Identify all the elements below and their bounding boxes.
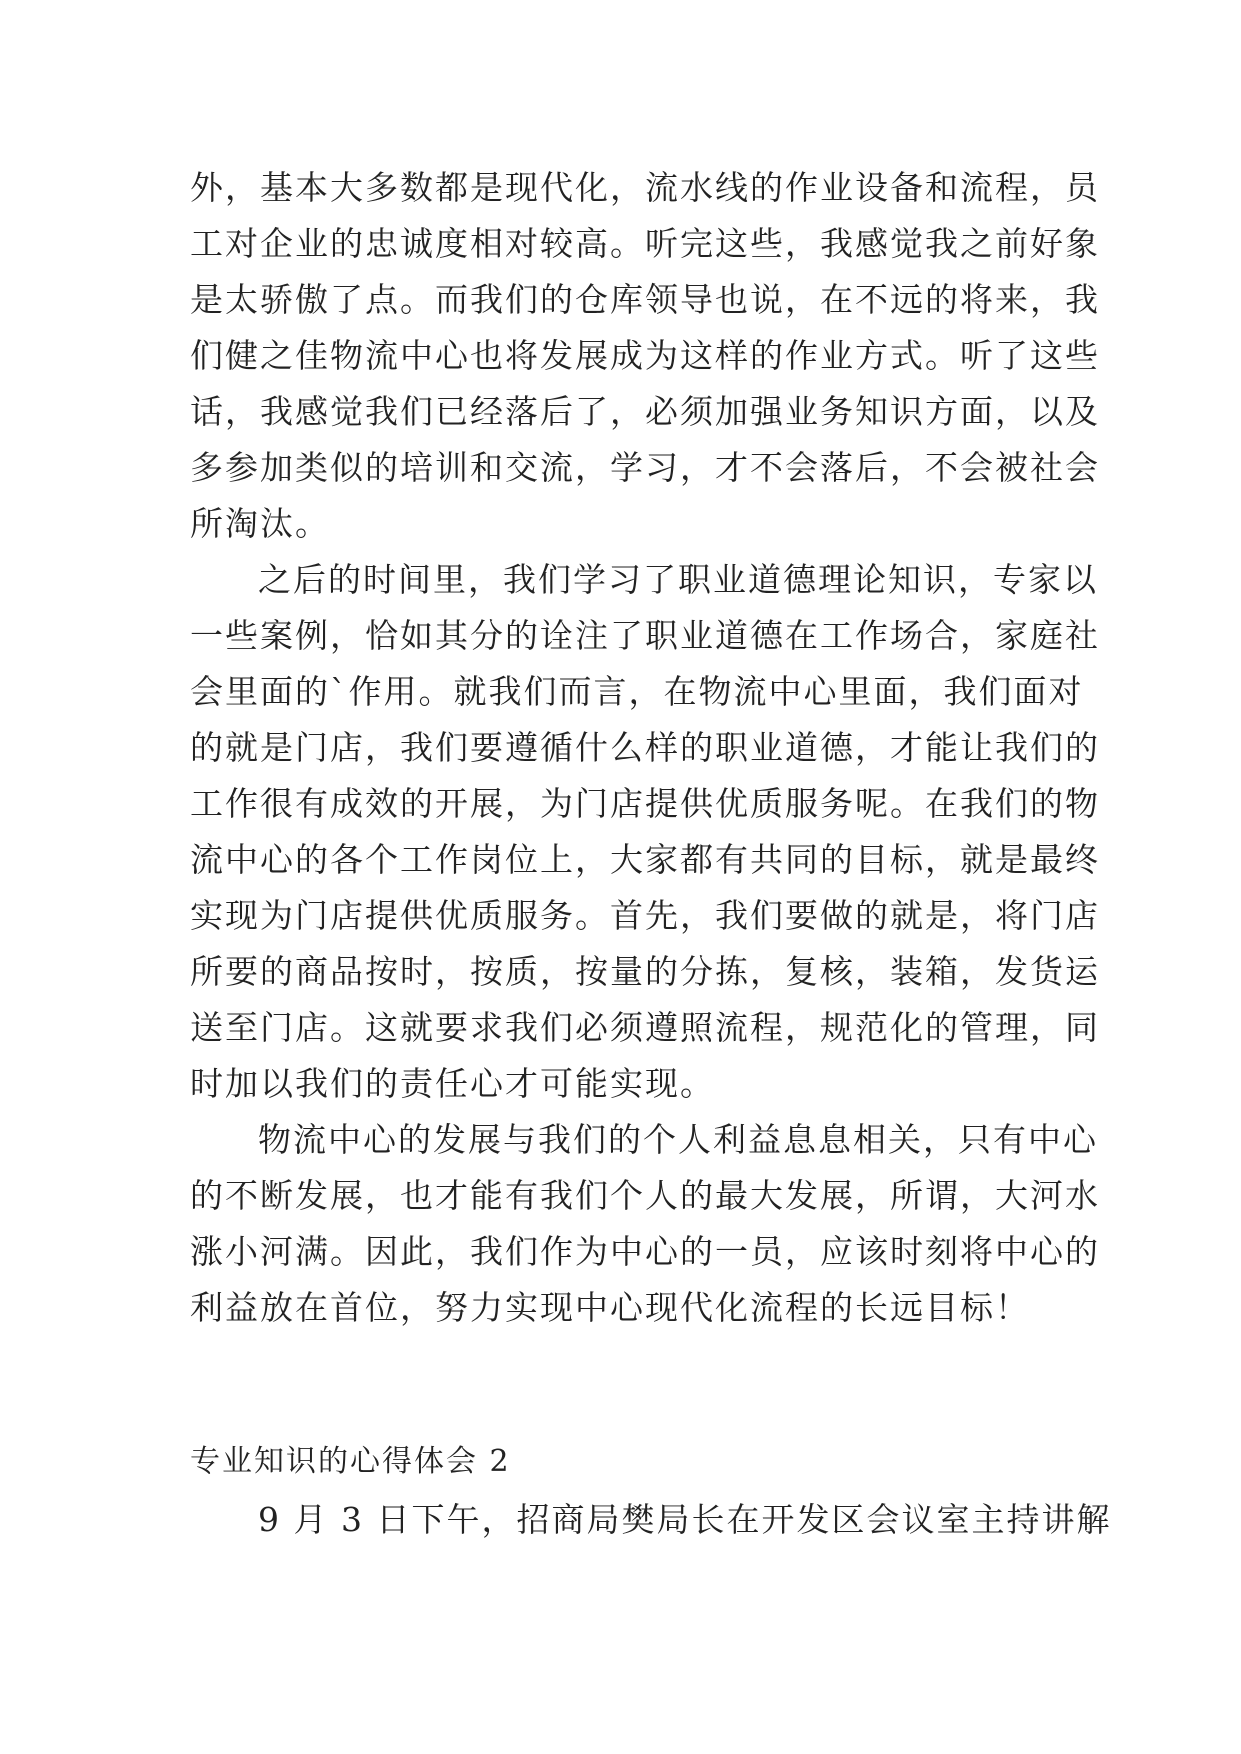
final-paragraph bbox=[190, 1492, 1112, 1548]
text-line: 时加以我们的责任心才可能实现。 bbox=[190, 1064, 715, 1103]
paragraph-2 bbox=[190, 552, 1100, 1112]
text-line: 之后的时间里，我们学习了职业道德理论知识，专家以 bbox=[258, 560, 1098, 599]
text-line: 实现为门店提供优质服务。首先，我们要做的就是，将门店 bbox=[190, 896, 1100, 935]
document-body bbox=[190, 160, 1100, 1336]
text-line: 涨小河满。因此，我们作为中心的一员，应该时刻将中心的 bbox=[190, 1232, 1100, 1271]
text-line: 所淘汰。 bbox=[190, 504, 330, 543]
paragraph-1 bbox=[190, 160, 1100, 552]
text-line: 工作很有成效的开展，为门店提供优质服务呢。在我们的物 bbox=[190, 784, 1100, 823]
text-line: 物流中心的发展与我们的个人利益息息相关，只有中心 bbox=[258, 1120, 1098, 1159]
text-line: 流中心的各个工作岗位上，大家都有共同的目标，就是最终 bbox=[190, 840, 1100, 879]
text-line: 会里面的`作用。就我们而言，在物流中心里面，我们面对 bbox=[190, 672, 1084, 711]
section-heading: 专业知识的心得体会 2 bbox=[190, 1444, 511, 1479]
text-line: 外，基本大多数都是现代化，流水线的作业设备和流程，员 bbox=[190, 168, 1100, 207]
text-line: 话，我感觉我们已经落后了，必须加强业务知识方面，以及 bbox=[190, 392, 1100, 431]
text-line: 一些案例，恰如其分的诠注了职业道德在工作场合，家庭社 bbox=[190, 616, 1100, 655]
text-line: 是太骄傲了点。而我们的仓库领导也说，在不远的将来，我 bbox=[190, 280, 1100, 319]
paragraph-3 bbox=[190, 1112, 1100, 1336]
text-line: 们健之佳物流中心也将发展成为这样的作业方式。听了这些 bbox=[190, 336, 1100, 375]
text-line: 的不断发展，也才能有我们个人的最大发展，所谓，大河水 bbox=[190, 1176, 1100, 1215]
text-line: 的就是门店，我们要遵循什么样的职业道德，才能让我们的 bbox=[190, 728, 1100, 767]
text-line: 工对企业的忠诚度相对较高。听完这些，我感觉我之前好象 bbox=[190, 224, 1100, 263]
text-line: 所要的商品按时，按质，按量的分拣，复核，装箱，发货运 bbox=[190, 952, 1100, 991]
text-line: 利益放在首位，努力实现中心现代化流程的长远目标！ bbox=[190, 1288, 1030, 1327]
text-line: 多参加类似的培训和交流，学习，才不会落后，不会被社会 bbox=[190, 448, 1100, 487]
text-line: 9 月 3 日下午，招商局樊局长在开发区会议室主持讲解 bbox=[258, 1500, 1112, 1539]
text-line: 送至门店。这就要求我们必须遵照流程，规范化的管理，同 bbox=[190, 1008, 1100, 1047]
